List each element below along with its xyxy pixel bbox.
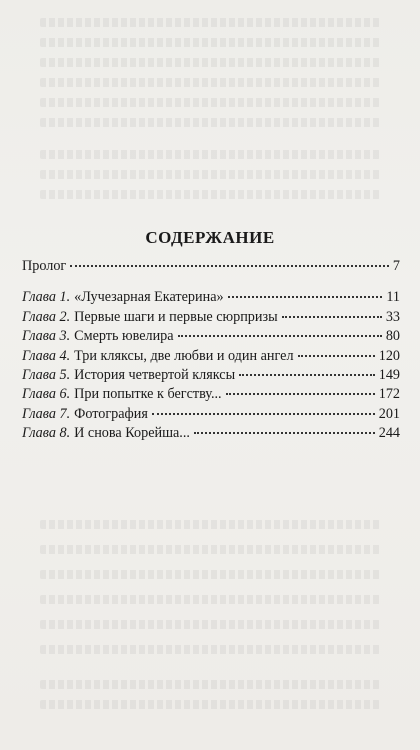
bleed-through-text — [40, 645, 380, 654]
bleed-through-text — [40, 118, 380, 127]
dot-leader — [152, 413, 375, 415]
toc-page-number: 244 — [378, 425, 400, 442]
dot-leader — [282, 316, 382, 318]
toc-page-number: 7 — [392, 258, 400, 274]
toc-page-number: 80 — [385, 328, 400, 345]
toc-entry-chapter-2[interactable] — [22, 308, 400, 327]
chapter-label: Глава 2. — [22, 308, 71, 325]
contents-heading: СОДЕРЖАНИЕ — [145, 228, 275, 247]
chapter-label: Глава 7. — [22, 405, 71, 422]
dot-leader — [194, 432, 375, 434]
toc-entry-title: Фотография — [74, 405, 148, 422]
toc-entry-prologue[interactable] — [22, 257, 400, 276]
dot-leader — [239, 374, 375, 376]
toc-page-number: 201 — [378, 405, 400, 422]
toc-page-number: 120 — [378, 347, 400, 364]
bleed-through-text — [40, 680, 380, 689]
chapter-label: Глава 3. — [22, 328, 71, 345]
bleed-through-text — [40, 98, 380, 107]
dot-leader — [226, 393, 375, 395]
toc-entry-title: История четвертой кляксы — [74, 367, 236, 384]
bleed-through-text — [40, 150, 380, 159]
dot-leader — [228, 296, 383, 298]
dot-leader — [178, 335, 382, 337]
bleed-through-text — [40, 700, 380, 709]
table-of-contents — [22, 257, 400, 444]
bleed-through-text — [40, 170, 380, 179]
toc-page-number: 11 — [386, 289, 400, 306]
bleed-through-text — [40, 78, 380, 87]
bleed-through-text — [40, 545, 380, 554]
chapter-label: Глава 4. — [22, 347, 71, 364]
toc-entry-title: Смерть ювелира — [74, 328, 174, 345]
toc-entry-chapter-3[interactable] — [22, 327, 400, 346]
toc-page-number: 172 — [378, 386, 400, 403]
dot-leader — [298, 355, 375, 357]
toc-entry-title: «Лучезарная Екатерина» — [74, 289, 224, 306]
chapter-label: Глава 1. — [22, 289, 71, 306]
toc-entry-title: При попытке к бегству... — [74, 386, 222, 403]
bleed-through-text — [40, 620, 380, 629]
bleed-through-text — [40, 18, 380, 27]
bleed-through-text — [40, 570, 380, 579]
toc-page-number: 149 — [378, 367, 400, 384]
bleed-through-text — [40, 58, 380, 67]
toc-page-number: 33 — [385, 308, 400, 325]
chapter-label: Глава 8. — [22, 425, 71, 442]
toc-entry-chapter-4[interactable] — [22, 347, 400, 366]
dot-leader — [70, 265, 389, 267]
bleed-through-text — [40, 38, 380, 47]
toc-entry-chapter-1[interactable] — [22, 288, 400, 307]
toc-entry-chapter-7[interactable] — [22, 405, 400, 424]
toc-entry-chapter-8[interactable] — [22, 424, 400, 443]
toc-entry-title: И снова Корейша... — [74, 425, 190, 442]
bleed-through-text — [40, 595, 380, 604]
bleed-through-text — [40, 520, 380, 529]
toc-entry-title: Пролог — [22, 258, 67, 274]
toc-entry-chapter-5[interactable] — [22, 366, 400, 385]
chapter-label: Глава 5. — [22, 367, 71, 384]
toc-entry-title: Три кляксы, две любви и один ангел — [74, 347, 294, 364]
toc-entry-chapter-6[interactable] — [22, 385, 400, 404]
bleed-through-text — [40, 190, 380, 199]
chapter-label: Глава 6. — [22, 386, 71, 403]
toc-entry-title: Первые шаги и первые сюрпризы — [74, 308, 278, 325]
